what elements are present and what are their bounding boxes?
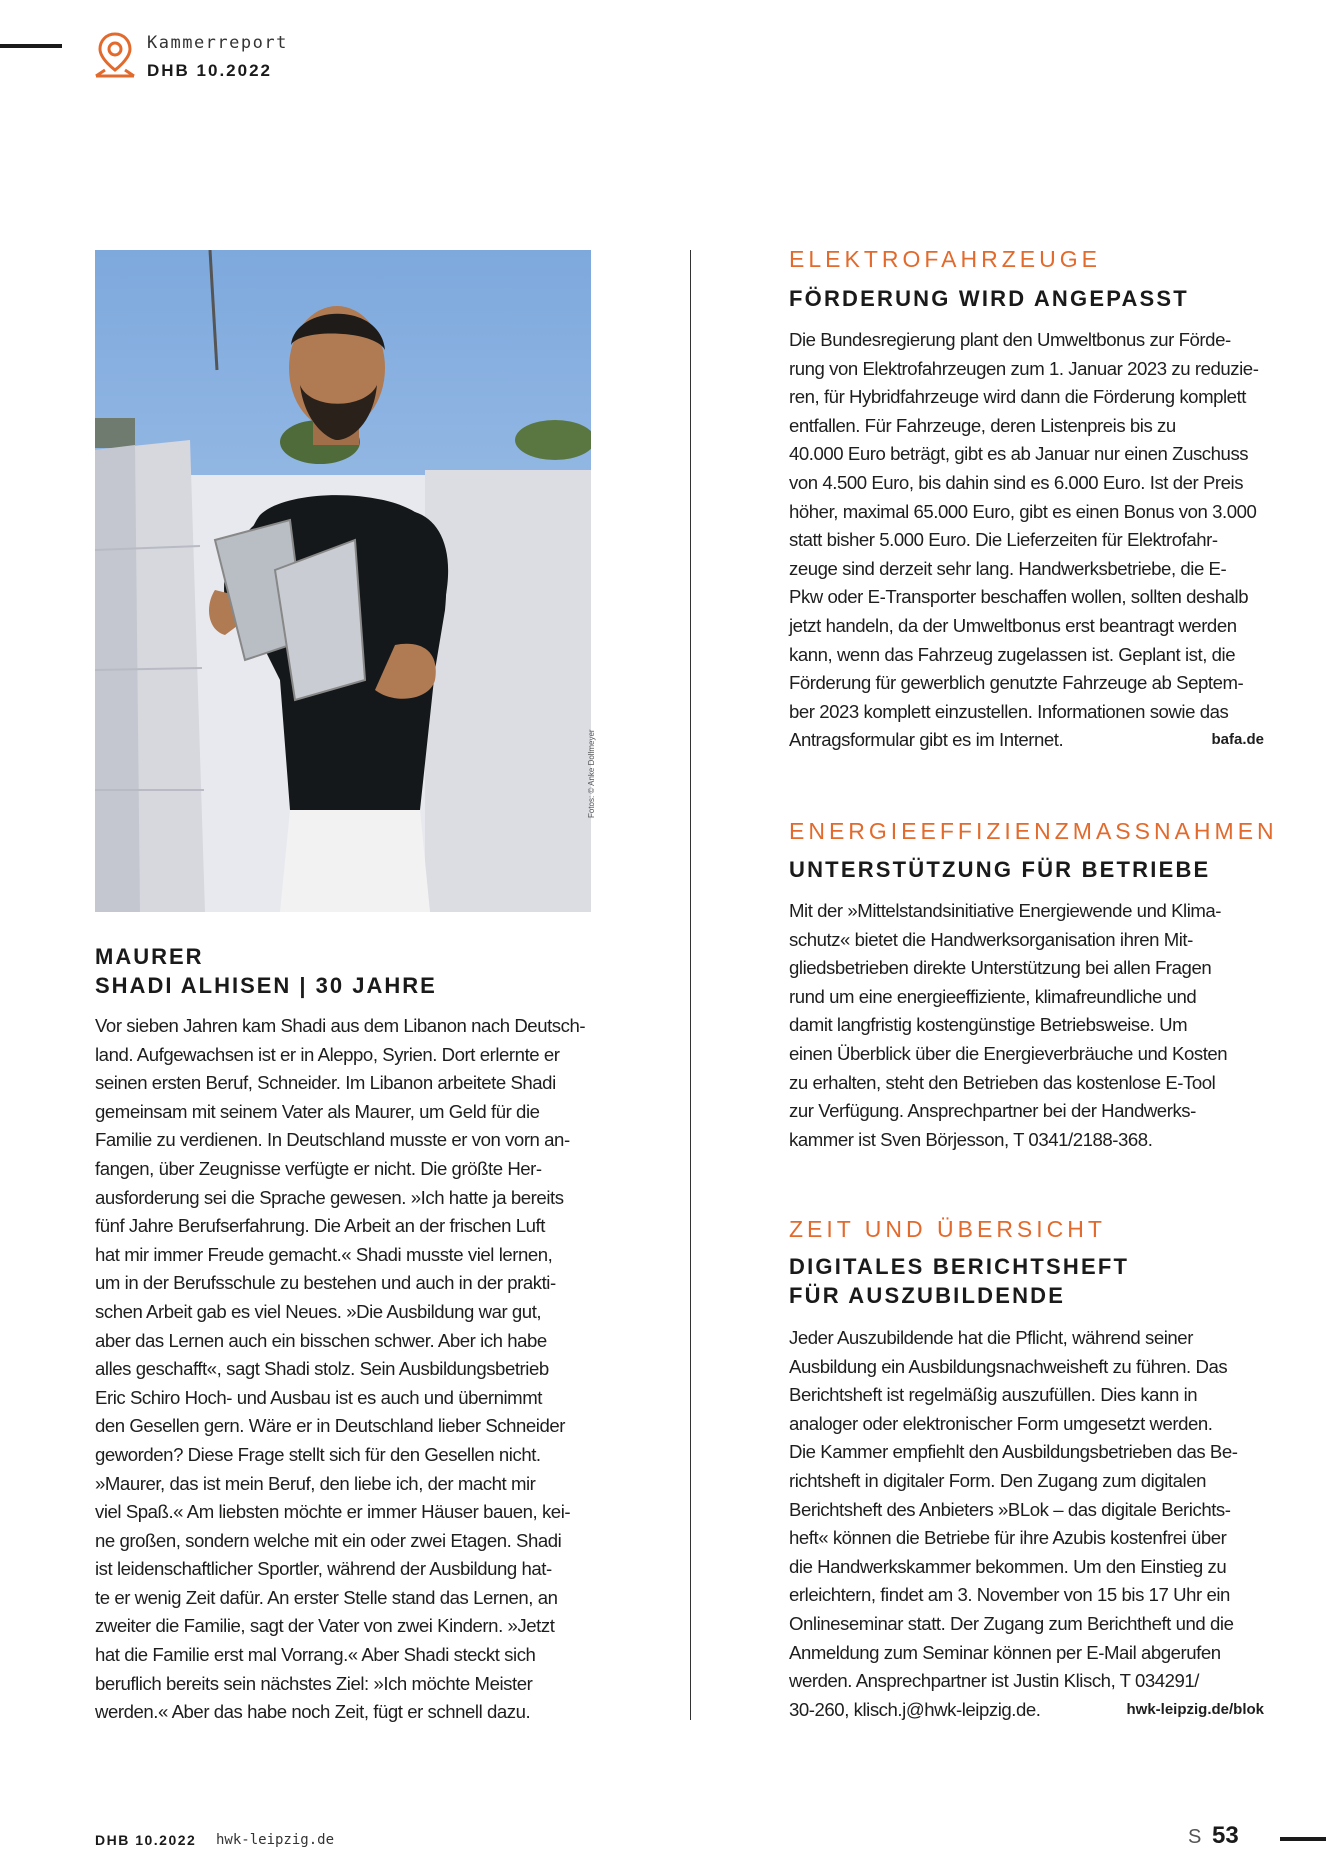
body-line: hat die Familie erst mal Vorrang.« Aber Shadi steckt sich [95,1644,536,1666]
body-line: Berichtsheft des Anbieters »BLok – das digitale Berichts- [789,1498,1231,1520]
body-line: statt bisher 5.000 Euro. Die Lieferzeiten für Elektrofahr- [789,529,1218,551]
article-heading-line: FÜR AUSZUBILDENDE [789,1283,1066,1308]
body-line: hat mir immer Freude gemacht.« Shadi musste viel lernen, [95,1243,553,1265]
body-line: um in der Berufsschule zu bestehen und auch in der prakti- [95,1272,556,1294]
article-kicker: ELEKTROFAHRZEUGE [789,246,1101,272]
article-heading-line: FÖRDERUNG WIRD ANGEPASST [789,286,1189,311]
source-link[interactable]: hwk-leipzig.de/blok [1126,1700,1264,1718]
article-heading-line: UNTERSTÜTZUNG FÜR BETRIEBE [789,857,1211,882]
portrait-title-occupation: MAURER [95,944,204,969]
body-line: rund um eine energieeffiziente, klimafreundliche und [789,985,1197,1007]
body-line: jetzt handeln, da der Umweltbonus erst beantragt werden [789,614,1237,636]
body-line: rung von Elektrofahrzeugen zum 1. Januar 2023 zu reduzie- [789,357,1259,379]
body-line: viel Spaß.« Am liebsten möchte er immer Häuser bauen, kei- [95,1501,571,1523]
source-link[interactable]: bafa.de [1211,731,1264,749]
body-line: Berichtsheft ist regelmäßig auszufüllen. Dies kann in [789,1384,1198,1406]
footer-issue: DHB 10.2022 [95,1832,197,1848]
article-body [789,1324,1264,1724]
body-line-with-source [789,726,1264,755]
body-line: seinen ersten Beruf, Schneider. Im Libanon arbeitete Shadi [95,1072,556,1094]
body-line: zeuge sind derzeit sehr lang. Handwerksbetriebe, die E- [789,557,1227,579]
body-line: land. Aufgewachsen ist er in Aleppo, Syrien. Dort erlernte er [95,1043,560,1065]
location-pin-icon [93,30,137,80]
footer-rule [1280,1837,1326,1841]
body-line: Die Bundesregierung plant den Umweltbonus zur Förde- [789,329,1231,350]
page-number: 53 [1212,1822,1239,1849]
body-line: entfallen. Für Fahrzeuge, deren Listenpreis bis zu [789,414,1176,436]
article-heading-line: DIGITALES BERICHTSHEFT [789,1254,1130,1279]
body-line: alles geschafft«, sagt Shadi stolz. Sein Ausbildungsbetrieb [95,1358,549,1380]
body-line: zu erhalten, steht den Betrieben das kostenlose E-Tool [789,1071,1216,1093]
article-heading [789,1252,1129,1310]
body-line: geworden? Diese Frage stellt sich für den Gesellen nicht. [95,1443,541,1465]
body-line: richtsheft in digitaler Form. Den Zugang zum digitalen [789,1469,1206,1491]
article-heading [789,855,1210,884]
portrait-title [95,942,437,1000]
body-line: ist leidenschaftlicher Sportler, während der Ausbildung hat- [95,1558,552,1580]
body-line: Vor sieben Jahren kam Shadi aus dem Libanon nach Deutsch- [95,1015,586,1036]
body-line: »Maurer, das ist mein Beruf, den liebe ich, der macht mir [95,1472,536,1494]
article-body [789,326,1264,755]
body-line: aber das Lernen auch ein bisschen schwer. Aber ich habe [95,1329,547,1351]
body-line: werden. Ansprechpartner ist Justin Klisch, T 034291/ [789,1670,1200,1692]
issue-label: DHB 10.2022 [147,61,273,80]
body-line: Anmeldung zum Seminar können per E-Mail abgerufen [789,1641,1221,1663]
body-line: einen Überblick über die Energieverbräuche und Kosten [789,1042,1228,1064]
body-line: Antragsformular gibt es im Internet. [789,729,1064,751]
body-line: zweiter die Familie, sagt der Vater von zwei Kindern. »Jetzt [95,1615,555,1637]
body-line: gemeinsam mit seinem Vater als Maurer, um Geld für die [95,1100,540,1122]
portrait-title-name: SHADI ALHISEN | 30 JAHRE [95,973,437,998]
body-line: Jeder Auszubildende hat die Pflicht, während seiner [789,1327,1193,1348]
body-line: höher, maximal 65.000 Euro, gibt es einen Bonus von 3.000 [789,500,1257,522]
body-line: 40.000 Euro beträgt, gibt es ab Januar nur einen Zuschuss [789,443,1249,465]
footer-website-link[interactable]: hwk-leipzig.de [216,1832,335,1848]
body-line: ber 2023 komplett einzustellen. Informationen sowie das [789,700,1229,722]
body-line: Eric Schiro Hoch- und Ausbau ist es auch und übernimmt [95,1386,542,1408]
body-line: ne großen, sondern welche mit ein oder zwei Etagen. Shadi [95,1529,562,1551]
body-line: heft« können die Betriebe für ihre Azubis kostenfrei über [789,1527,1227,1549]
body-line: Förderung für gewerblich genutzte Fahrzeuge ab Septem- [789,672,1244,694]
page-prefix: S [1188,1826,1202,1848]
body-line: gliedsbetrieben direkte Unterstützung bei allen Fragen [789,957,1212,979]
body-line: fünf Jahre Berufserfahrung. Die Arbeit an der frischen Luft [95,1215,545,1237]
body-line: analoger oder elektronischer Form umgesetzt werden. [789,1412,1213,1434]
body-line: 30-260, klisch.j@hwk-leipzig.de. [789,1698,1041,1720]
portrait-photo [95,250,591,912]
body-line: beruflich bereits sein nächstes Ziel: »Ich möchte Meister [95,1672,533,1694]
column-divider [690,250,691,1720]
body-line: kann, wenn das Fahrzeug zugelassen ist. Geplant ist, die [789,643,1236,665]
body-line: damit langfristig kostengünstige Betriebsweise. Um [789,1014,1188,1036]
photo-credit: Fotos: © Anke Dollmeyer [587,729,596,818]
portrait-body [95,1012,595,1727]
body-line-with-source [789,1696,1264,1725]
body-line: ren, für Hybridfahrzeuge wird dann die Förderung komplett [789,386,1247,408]
body-line: kammer ist Sven Börjesson, T 0341/2188-368. [789,1128,1153,1150]
body-line: den Gesellen gern. Wäre er in Deutschland lieber Schneider [95,1415,566,1437]
body-line: von 4.500 Euro, bis dahin sind es 6.000 Euro. Ist der Preis [789,471,1244,493]
article-body [789,897,1264,1154]
article-kicker: ZEIT UND ÜBERSICHT [789,1216,1106,1242]
body-line: schutz« bietet die Handwerksorganisation ihren Mit- [789,928,1193,950]
body-line: Die Kammer empfiehlt den Ausbildungsbetrieben das Be- [789,1441,1238,1463]
section-label: Kammerreport [147,33,288,53]
body-line: Onlineseminar statt. Der Zugang zum Berichtheft und die [789,1612,1234,1634]
body-line: Mit der »Mittelstandsinitiative Energiewende und Klima- [789,900,1222,921]
body-line: erleichtern, findet am 3. November von 15 bis 17 Uhr ein [789,1584,1230,1606]
body-line: Pkw oder E-Transporter beschaffen wollen, sollten deshalb [789,586,1249,608]
body-line: werden.« Aber das habe noch Zeit, fügt er schnell dazu. [95,1701,531,1723]
article-heading [789,284,1189,313]
body-line: zur Verfügung. Ansprechpartner bei der Handwerks- [789,1100,1196,1122]
body-line: fangen, über Zeugnisse verfügte er nicht. Die größte Her- [95,1157,542,1179]
body-line: te er wenig Zeit dafür. An erster Stelle stand das Lernen, an [95,1586,558,1608]
body-line: Ausbildung ein Ausbildungsnachweisheft zu führen. Das [789,1355,1228,1377]
body-line: die Handwerkskammer bekommen. Um den Einstieg zu [789,1555,1227,1577]
article-kicker: ENERGIEEFFIZIENZMASSNAHMEN [789,818,1278,844]
body-line: schen Arbeit gab es viel Neues. »Die Ausbildung war gut, [95,1300,542,1322]
body-line: Familie zu verdienen. In Deutschland musste er von vorn an- [95,1129,570,1151]
header-rule [0,44,62,48]
body-line: ausforderung sei die Sprache gewesen. »Ich hatte ja bereits [95,1186,564,1208]
